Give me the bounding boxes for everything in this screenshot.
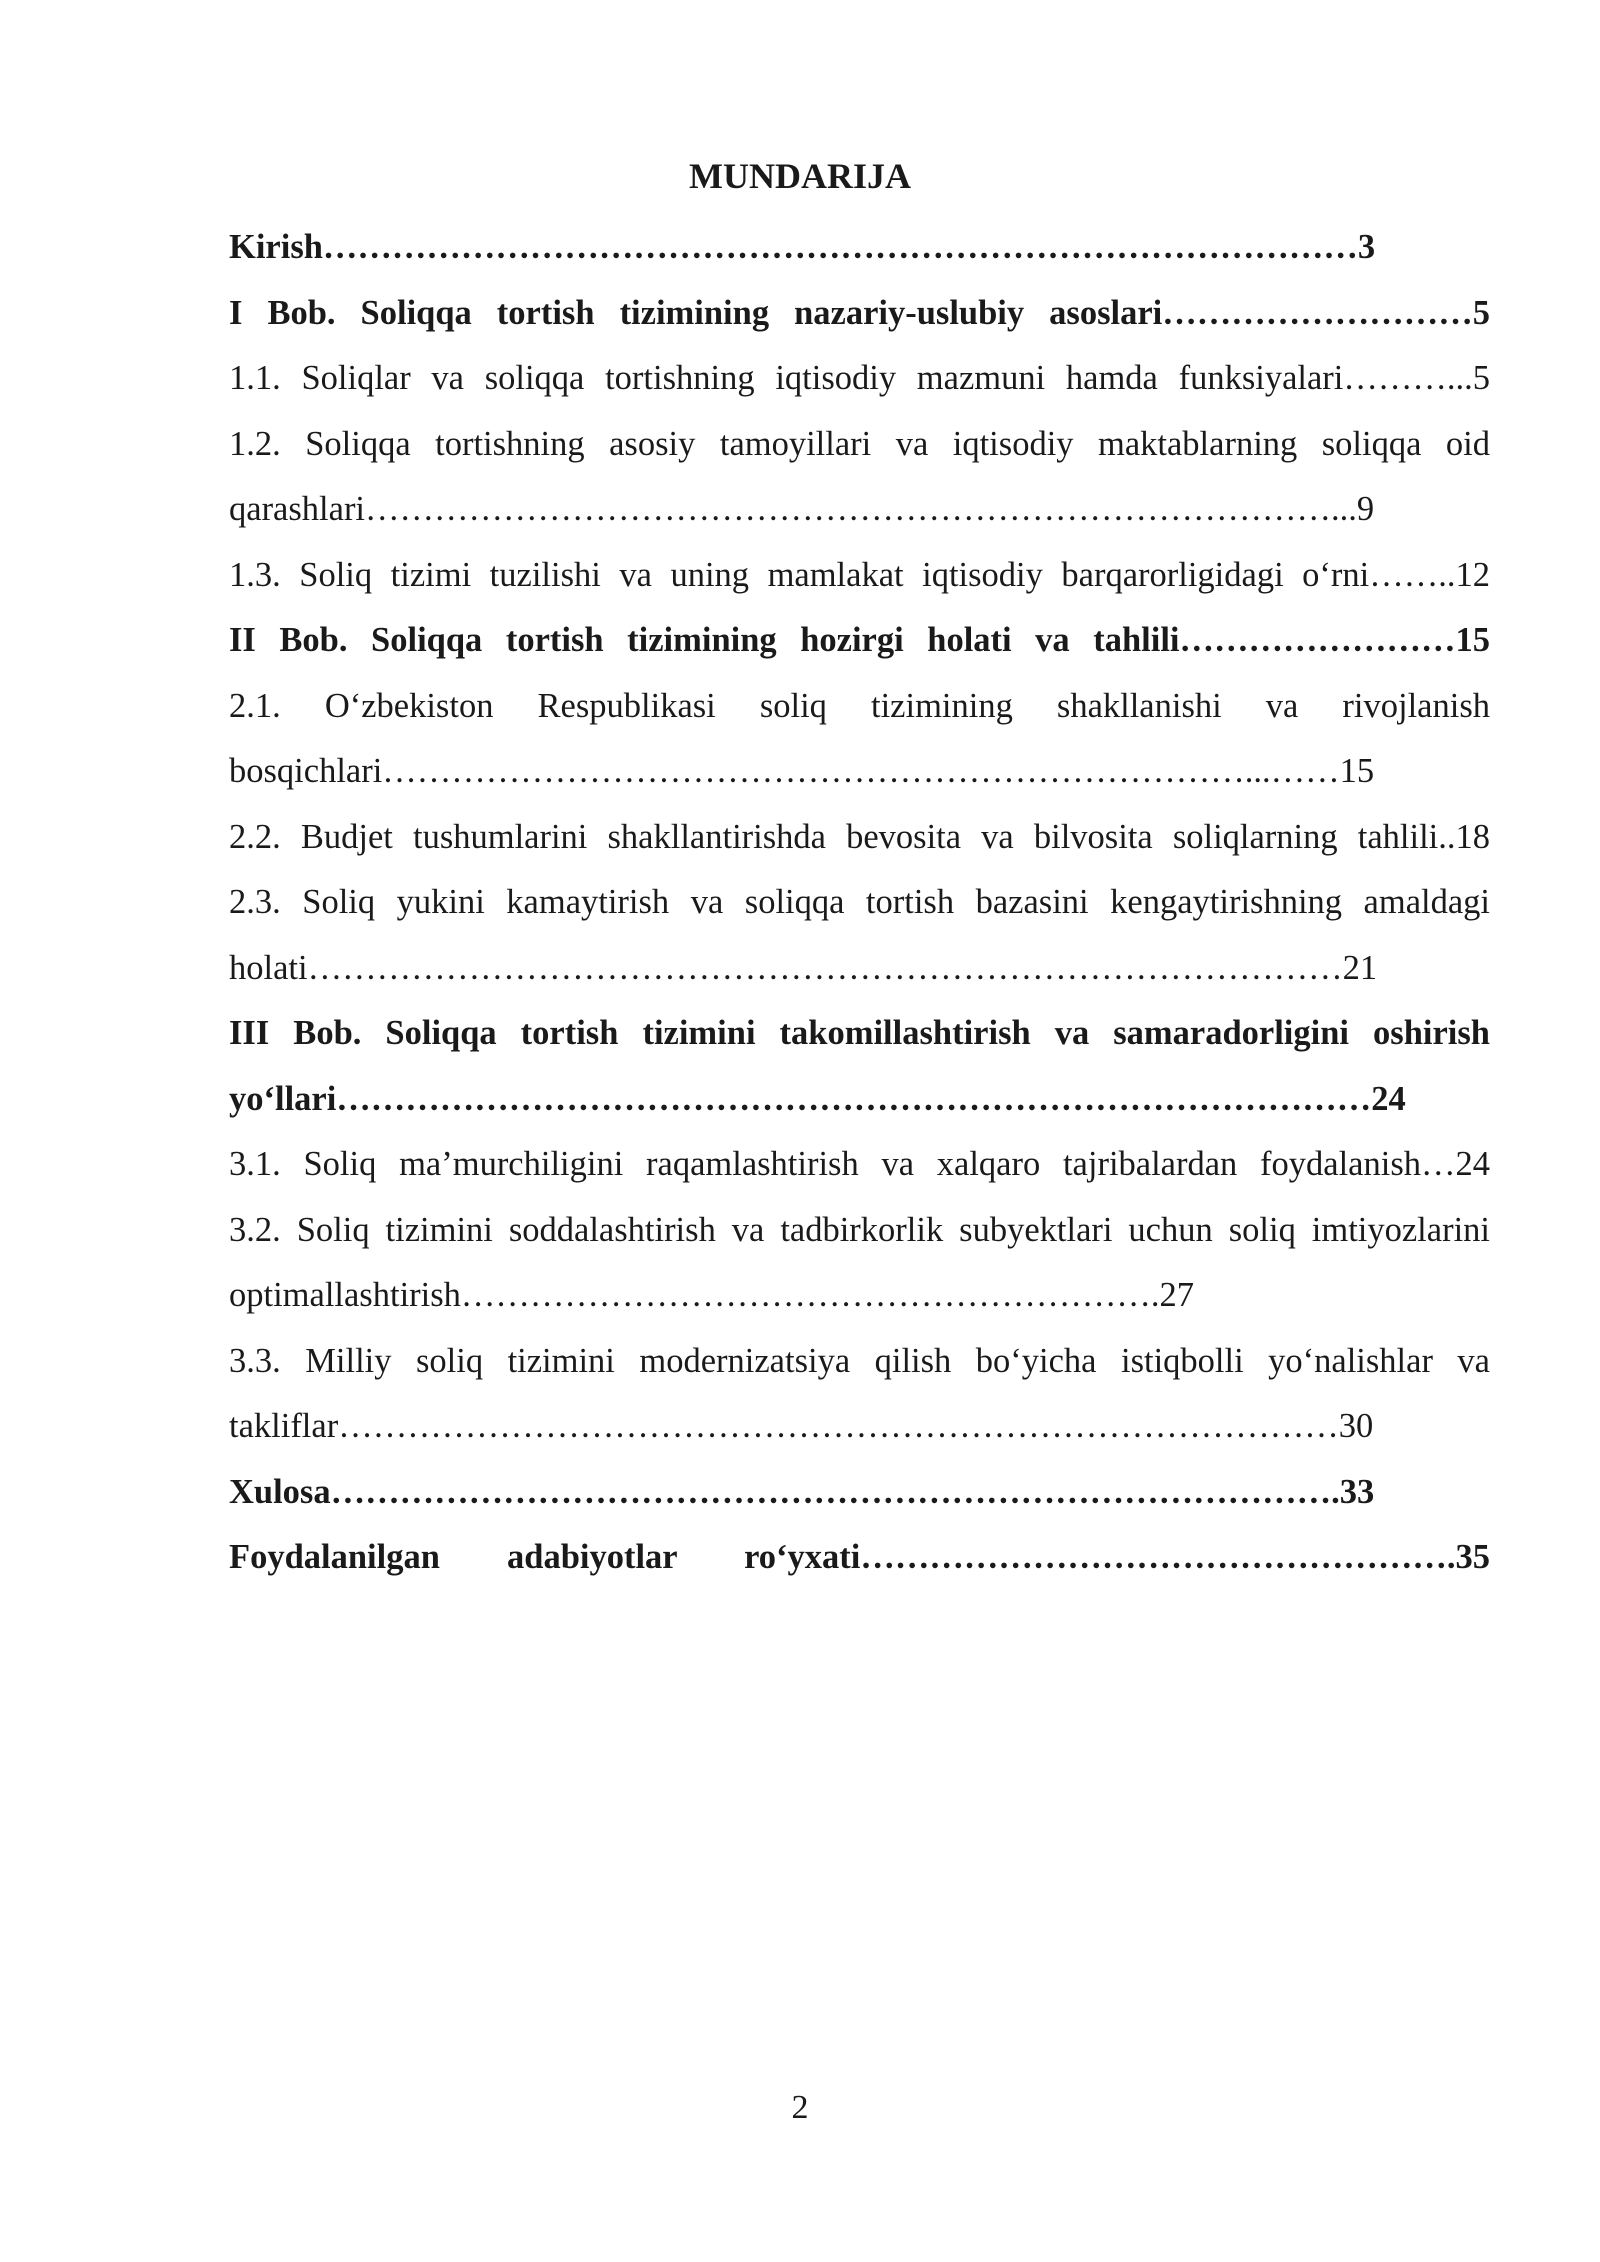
toc-entry-chapter-2 <box>229 608 1490 674</box>
toc-heading: MUNDARIJA <box>689 156 911 196</box>
toc-entry-kirish <box>229 215 1490 281</box>
toc-entry-text: Xulosa…………………………………………………………………………….33 <box>229 1472 1375 1511</box>
toc-entry-text: Foydalanilgan adabiyotlar ro‘yxati…………………………………………….35 <box>229 1538 1490 1576</box>
toc-entry-section-1-1 <box>229 346 1490 412</box>
toc-entry-section-2-1 <box>229 674 1490 805</box>
toc-entry-text: 2.2. Budjet tushumlarini shakllantirishda bevosita va bilvosita soliqlarning tahlili..18 <box>229 817 1490 856</box>
toc-entry-text: 3.2. Soliq tizimini soddalashtirish va tadbirkorlik subyektlari uchun soliq imtiyozlarini optimallashtirish…………………………………………………….27 <box>229 1210 1490 1314</box>
toc-entry-section-3-2 <box>229 1198 1490 1329</box>
toc-entry-section-2-3 <box>229 870 1490 1001</box>
toc-entry-text: 1.3. Soliq tizimi tuzilishi va uning mamlakat iqtisodiy barqarorligidagi o‘rni……..12 <box>229 555 1490 594</box>
page-number: 2 <box>791 2089 809 2126</box>
toc-entry-text: 3.1. Soliq ma’murchiligini raqamlashtirish va xalqaro tajribalardan foydalanish…24 <box>229 1145 1490 1183</box>
toc-entry-section-3-1 <box>229 1132 1490 1198</box>
toc-entry-chapter-1 <box>229 281 1490 347</box>
toc-entry-text: 1.1. Soliqlar va soliqqa tortishning iqtisodiy mazmuni hamda funksiyalari………...5 <box>229 359 1490 397</box>
toc-entry-section-3-3 <box>229 1329 1490 1460</box>
toc-entry-text: 2.3. Soliq yukini kamaytirish va soliqqa tortish bazasini kengaytirishning amaldagi holati………………………………………………………………………………21 <box>229 883 1490 987</box>
toc-entry-text: 1.2. Soliqqa tortishning asosiy tamoyillari va iqtisodiy maktablarning soliqqa oid qarashlari…………………………………………………………………………...9 <box>229 424 1490 528</box>
toc-entry-text: I Bob. Soliqqa tortish tizimining nazariy-uslubiy asoslari………………………5 <box>229 293 1490 332</box>
toc-entry-section-2-2 <box>229 805 1490 871</box>
table-of-contents <box>229 215 1490 1591</box>
toc-entry-section-1-3 <box>229 543 1490 609</box>
toc-entry-text: 2.1. O‘zbekiston Respublikasi soliq tizimining shakllanishi va rivojlanish bosqichlari…………………………………………………………………...……15 <box>229 686 1490 790</box>
toc-entry-chapter-3 <box>229 1001 1490 1132</box>
toc-entry-text: 3.3. Milliy soliq tizimini modernizatsiya qilish bo‘yicha istiqbolli yo‘nalishlar va takliflar……………………………………………………………………………30 <box>229 1341 1490 1445</box>
toc-entry-section-1-2 <box>229 412 1490 543</box>
toc-entry-text: Kirish………………………………………………………………………………3 <box>229 228 1376 266</box>
toc-entry-references <box>229 1525 1490 1591</box>
toc-entry-xulosa <box>229 1460 1490 1526</box>
toc-entry-text: II Bob. Soliqqa tortish tizimining hozirgi holati va tahlili……………………15 <box>229 621 1490 659</box>
toc-entry-text: III Bob. Soliqqa tortish tizimini takomillashtirish va samaradorligini oshirish yo‘llari………………………………………………………………………………24 <box>229 1014 1490 1118</box>
